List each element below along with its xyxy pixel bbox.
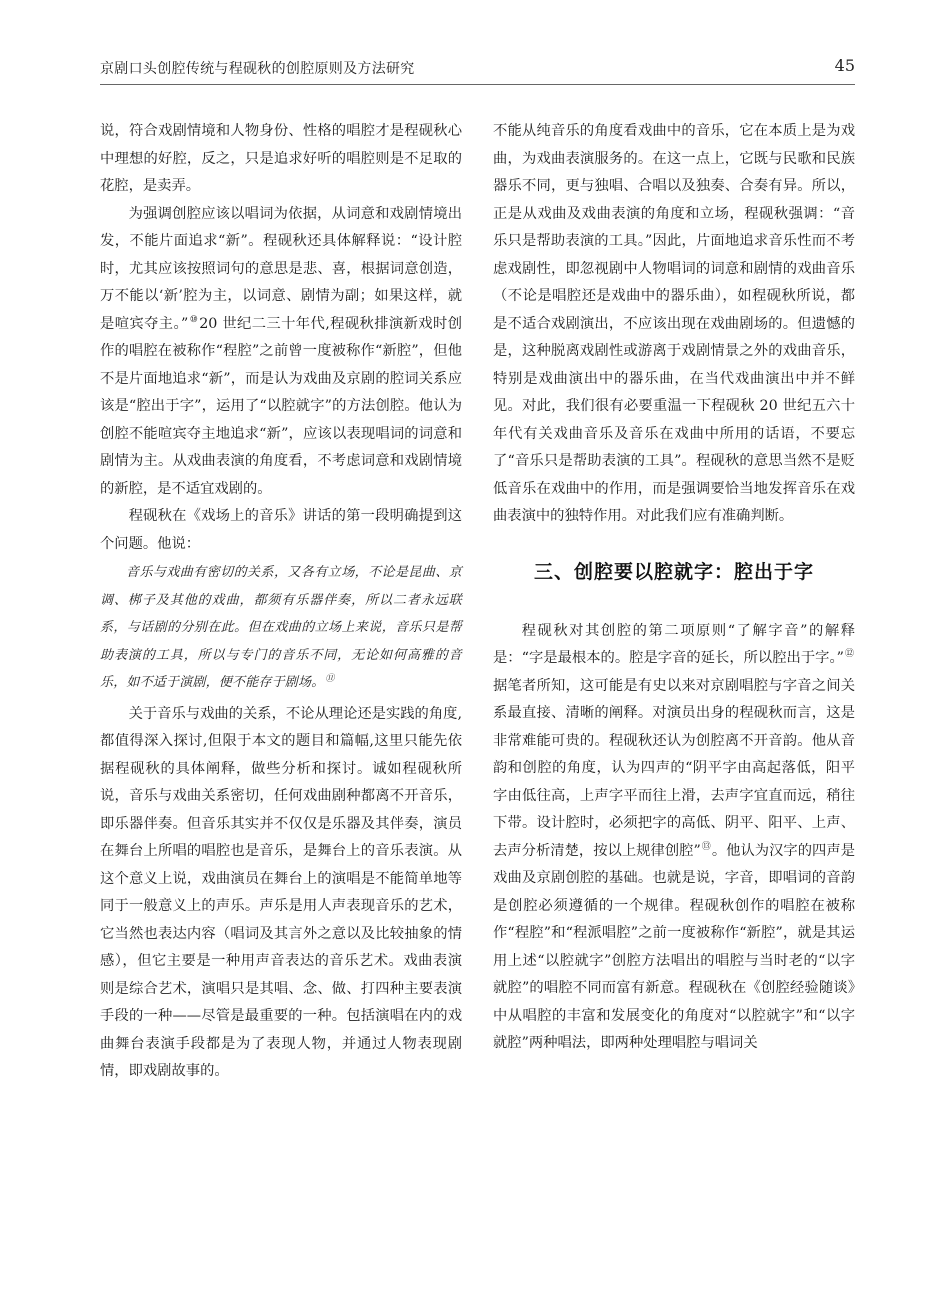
left-column xyxy=(100,118,462,1086)
header-rule xyxy=(100,84,855,85)
paragraph: 不能从纯音乐的角度看戏曲中的音乐，它在本质上是为戏曲，为戏曲表演服务的。在这一点上，它既与民歌和民族器乐不同，更与独唱、合唱以及独奏、合奏有异。所以，正是从戏曲及戏曲表演的角度和立场，程砚秋强调：“音乐只是帮助表演的工具。”因此，片面地追求音乐性而不考虑戏剧性，即忽视剧中人物唱词的词意和剧情的戏曲音乐（不论是唱腔还是戏曲中的器乐曲），如程砚秋所说，都是不适合戏剧演出，不应该出现在戏曲剧场的。但遗憾的是，这种脱离戏剧性或游离于戏剧情景之外的戏曲音乐，特别是戏曲演出中的器乐曲，在当代戏曲演出中并不鲜见。对此，我们很有必要重温一下程砚秋 20 世纪五六十年代有关戏曲音乐及音乐在戏曲中所用的话语，不要忘了“音乐只是帮助表演的工具”。程砚秋的意思当然不是贬低音乐在戏曲中的作用，而是强调要恰当地发挥音乐在戏曲表演中的独特作用。对此我们应有准确判断。 xyxy=(493,123,855,524)
quote-text xyxy=(100,559,462,697)
paragraph xyxy=(493,618,855,1058)
running-header xyxy=(100,56,855,78)
paragraph-text: 为强调创腔应该以唱词为依据，从词意和戏剧情境出发，不能片面追求“新”。程砚秋还具体解释说：“设计腔时，尤其应该按照词句的意思是悲、喜，根据词意创造，万不能以‘新’腔为主，以词意、剧情为副；如果这样，就是喧宾夺主。” xyxy=(100,205,462,332)
paragraph-text: 据笔者所知，这可能是有史以来对京剧唱腔与字音之间关系最直接、清晰的阐释。对演员出身的程砚秋而言，这是非常难能可贵的。程砚秋还认为创腔离不开音韵。他从音韵和创腔的角度，认为四声的“阴平字由高起落低，阳平字由低往高，上声字平而往上滑，去声字宜直而远，稍往下带。设计腔时，必须把字的高低、阴平、阳平、上声、去声分析清楚，按以上规律创腔” xyxy=(493,677,855,859)
right-column xyxy=(493,118,855,1058)
paragraph-text: 20 世纪二三十年代,程砚秋排演新戏时创作的唱腔在被称作“程腔”之前曾一度被称作“新腔”，但他不是片面地追求“新”，而是认为戏曲及京剧的腔词关系应该是“腔出于字”，运用了“以腔就字”的方法创腔。他认为创腔不能喧宾夺主地追求“新”，应该以表现唱词的词意和剧情为主。从戏曲表演的角度看，不考虑词意和戏剧情境的新腔，是不适宜戏剧的。 xyxy=(100,315,462,497)
quote-body: 音乐与戏曲有密切的关系，又各有立场，不论是昆曲、京调、梆子及其他的戏曲，都须有乐器伴奏，所以二者永远联系，与话剧的分别在此。但在戏曲的立场上来说，音乐只是帮助表演的工具，所以与专门的音乐不同，无论如何高雅的音乐，如不适于演剧，便不能存于剧场。 xyxy=(100,565,462,691)
page-number: 45 xyxy=(834,56,855,75)
paragraph: 关于音乐与戏曲的关系，不论从理论还是实践的角度,都值得深入探讨,但限于本文的题目和篇幅,这里只能先依据程砚秋的具体阐释，做些分析和探讨。诚如程砚秋所说，音乐与戏曲关系密切，任何戏曲剧种都离不开音乐，即乐器伴奏。但音乐其实并不仅仅是乐器及其伴奏，演员在舞台上所唱的唱腔也是音乐，是舞台上的音乐表演。从这个意义上说，戏曲演员在舞台上的演唱是不能简单地等同于一般意义上的声乐。声乐是用人声表现音乐的艺术，它当然也表达内容（唱词及其言外之意以及比较抽象的情感），但它主要是一种用声音表达的音乐艺术。戏曲表演则是综合艺术，演唱只是其唱、念、做、打四种主要表演手段的一种——尽管是最重要的一种。包括演唱在内的戏曲舞台表演手段都是为了表现人物，并通过人物表现剧情，即戏剧故事的。 xyxy=(100,705,462,1080)
footnote-marker[interactable]: ⑫ xyxy=(844,649,854,660)
paragraph-text: 。他认为汉字的四声是戏曲及京剧创腔的基础。也就是说，字音，即唱词的音韵是创腔必须遵循的一个规律。程砚秋创作的唱腔在被称作“程腔”和“程派唱腔”之前一度被称作“新腔”，就是其运用上述“以腔就字”创腔方法唱出的唱腔与当时老的“以字就腔”的唱腔不同而富有新意。程砚秋在《创腔经验随谈》中从唱腔的丰富和发展变化的角度对“以腔就字”和“以字就腔”两种唱法，即两种处理唱腔与唱词关 xyxy=(493,842,855,1051)
footnote-marker[interactable]: ⑩ xyxy=(189,314,199,325)
section-heading: 三、创腔要以腔就字：腔出于字 xyxy=(533,560,814,583)
paragraph: 说，符合戏剧情境和人物身份、性格的唱腔才是程砚秋心中理想的好腔，反之，只是追求好听的唱腔则是不足取的花腔，是卖弄。 xyxy=(100,123,462,194)
block-quote xyxy=(100,559,462,697)
paragraph xyxy=(100,201,462,504)
paragraph: 程砚秋在《戏场上的音乐》讲话的第一段明确提到这个问题。他说： xyxy=(100,508,462,552)
paragraph-text: 程砚秋对其创腔的第二项原则“了解字音”的解释是：“字是最根本的。腔是字音的延长，所以腔出于字。” xyxy=(493,622,855,666)
running-title: 京剧口头创腔传统与程砚秋的创腔原则及方法研究 xyxy=(100,61,415,77)
footnote-marker[interactable]: ⑬ xyxy=(701,841,711,852)
footnote-marker[interactable]: ⑪ xyxy=(325,674,335,685)
